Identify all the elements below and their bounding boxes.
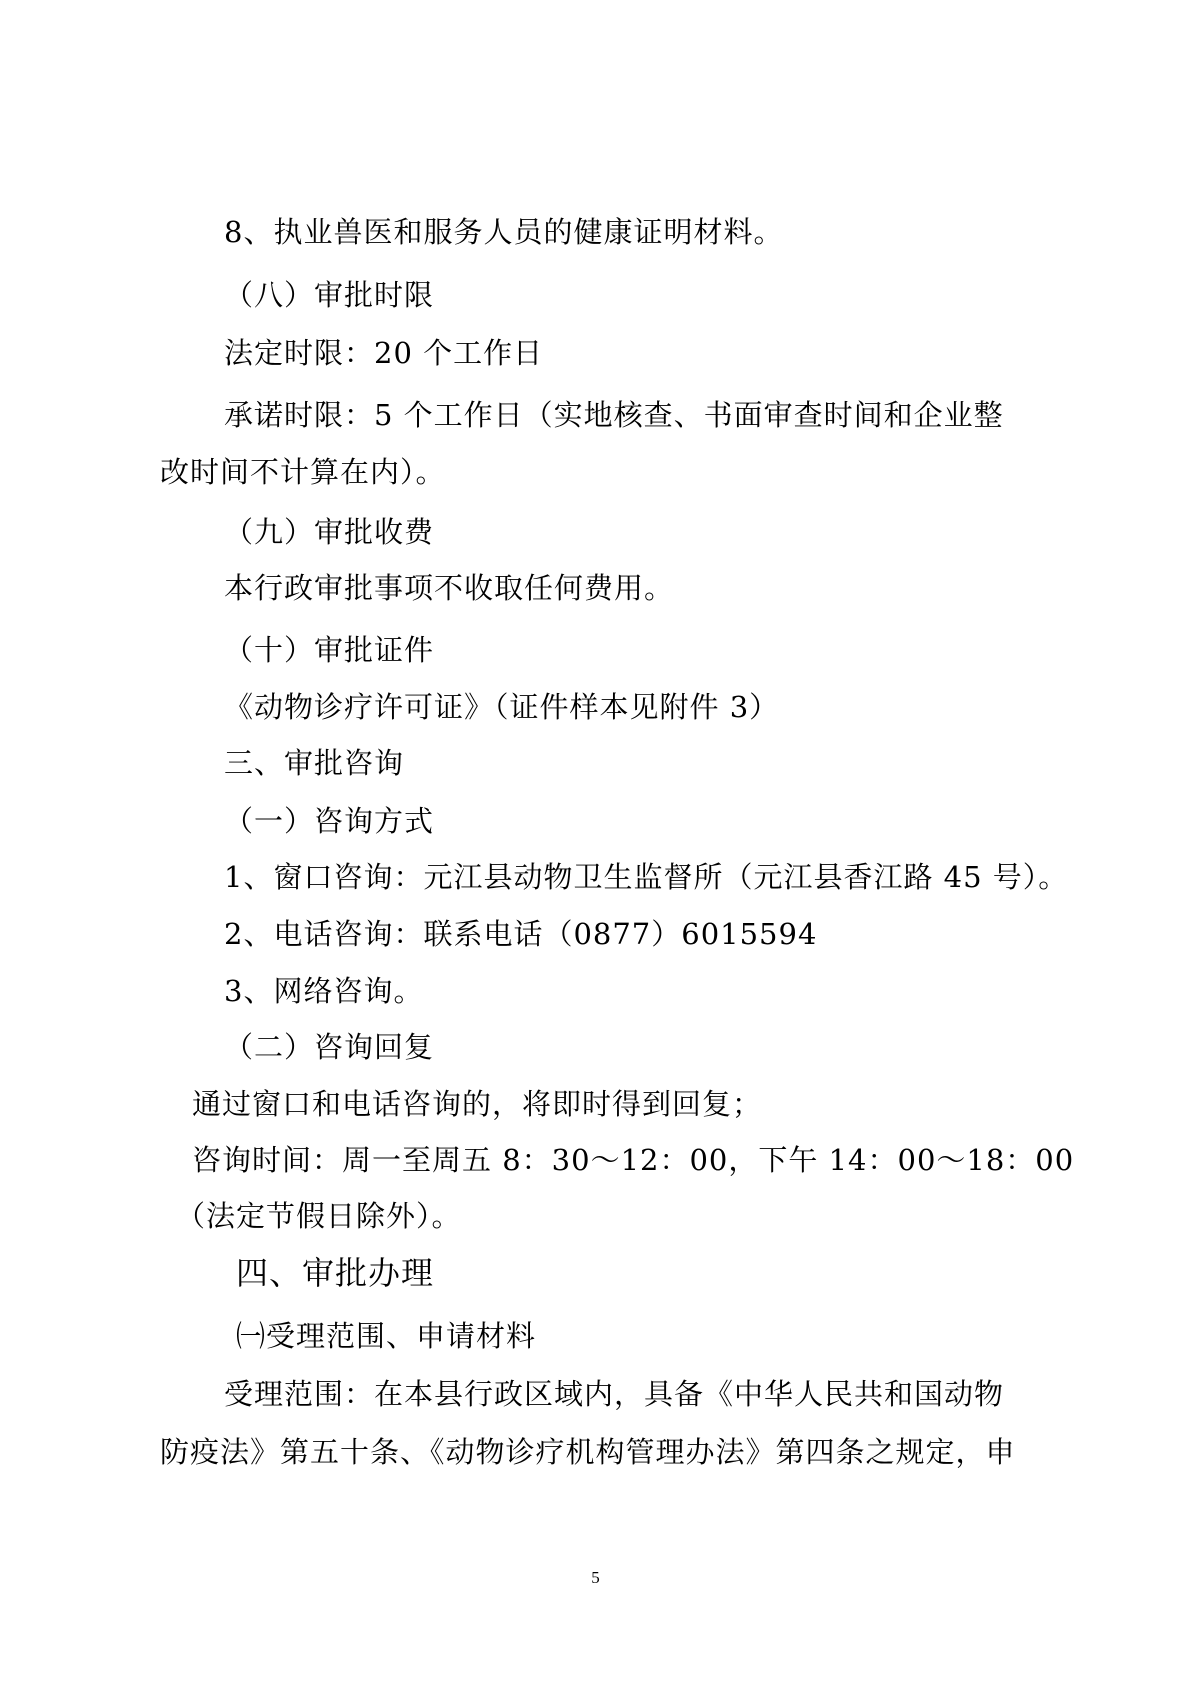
section-heading: （十）审批证件 [224, 633, 435, 667]
text-line: 3、网络咨询。 [224, 974, 424, 1008]
section-heading: （八）审批时限 [224, 278, 435, 312]
section-heading: ㈠受理范围、申请材料 [236, 1319, 537, 1353]
chapter-heading: 四、审批办理 [236, 1254, 435, 1292]
section-heading: 三、审批咨询 [224, 746, 405, 780]
text-line: 1、窗口咨询：元江县动物卫生监督所（元江县香江路 45 号）。 [224, 860, 1069, 894]
section-heading: （二）咨询回复 [224, 1030, 435, 1064]
text-line: （法定节假日除外）。 [176, 1199, 462, 1233]
page-number: 5 [591, 1568, 600, 1587]
text-line: 咨询时间：周一至周五 8：30～12：00，下午 14：00～18：00 [192, 1143, 1075, 1177]
text-line: 承诺时限：5 个工作日（实地核查、书面审查时间和企业整 [224, 398, 1004, 432]
text-line: 法定时限：20 个工作日 [224, 336, 544, 370]
text-line: 受理范围：在本县行政区域内，具备《中华人民共和国动物 [224, 1377, 1005, 1411]
text-line: 《动物诊疗许可证》（证件样本见附件 3） [224, 690, 780, 724]
text-line: 2、电话咨询：联系电话（0877）6015594 [224, 917, 818, 951]
section-heading: （九）审批收费 [224, 515, 435, 549]
section-heading: （一）咨询方式 [224, 804, 435, 838]
text-line: 8、执业兽医和服务人员的健康证明材料。 [224, 215, 784, 249]
text-line: 防疫法》第五十条、《动物诊疗机构管理办法》第四条之规定，申 [160, 1435, 1016, 1469]
text-line: 通过窗口和电话咨询的，将即时得到回复； [192, 1087, 763, 1121]
text-line: 本行政审批事项不收取任何费用。 [224, 571, 675, 605]
text-line: 改时间不计算在内）。 [160, 455, 446, 489]
